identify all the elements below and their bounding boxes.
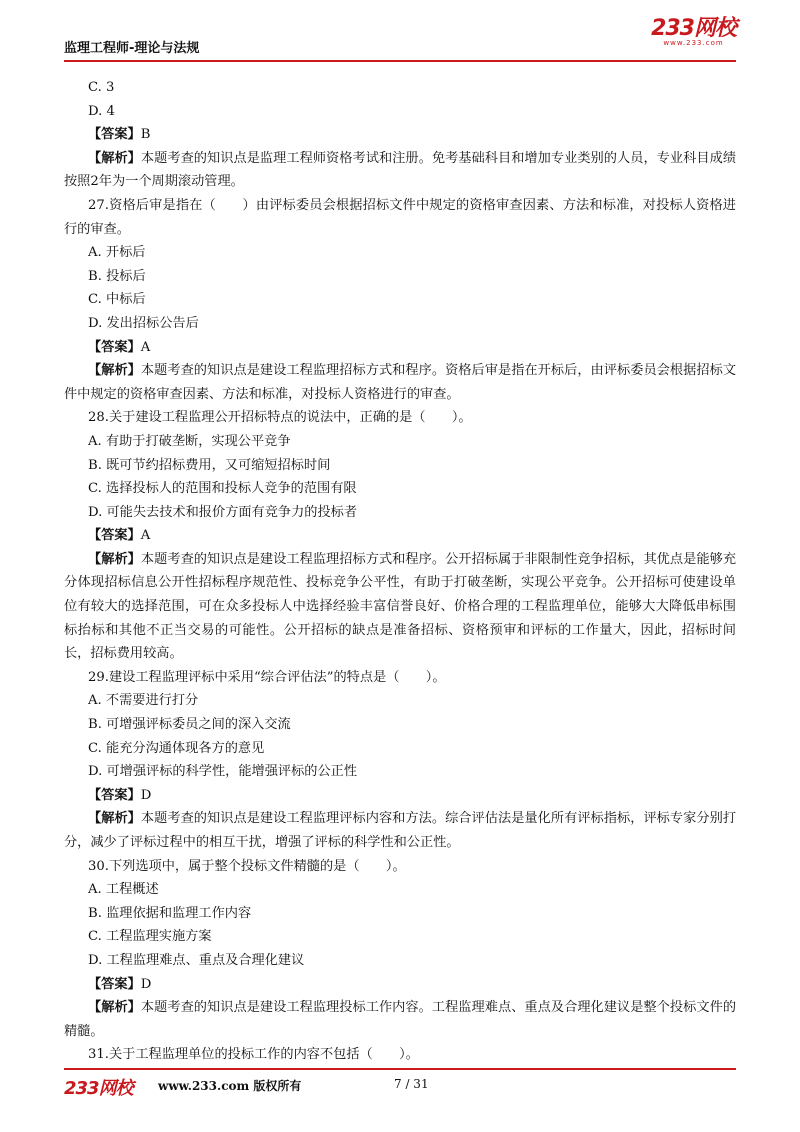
- logo-url: www.233.com: [663, 39, 724, 47]
- option-text: B. 可增强评标委员之间的深入交流: [88, 717, 291, 733]
- option-text: C. 能充分沟通体现各方的意见: [88, 740, 265, 756]
- option-text: B. 投标后: [88, 268, 146, 284]
- page-number: 7 / 31: [394, 1077, 429, 1091]
- option-line: [88, 501, 736, 525]
- question-text: 31.关于工程监理单位的投标工作的内容不包括（ ）。: [88, 1047, 419, 1063]
- option-text: C. 选择投标人的范围和投标人竞争的范围有限: [88, 481, 357, 497]
- answer-tag: 【答案】: [88, 528, 141, 544]
- option-text: A. 开标后: [88, 245, 146, 261]
- analysis-tag: 【解析】: [88, 363, 141, 379]
- document-body: [64, 76, 737, 1067]
- option-line: [88, 713, 736, 737]
- option-text: C. 工程监理实施方案: [88, 929, 212, 945]
- analysis-tag: 【解析】: [88, 551, 141, 567]
- option-line: [88, 241, 736, 265]
- option-text: D. 可增强评标的科学性，能增强评标的公正性: [88, 764, 358, 780]
- option-line: [88, 689, 736, 713]
- answer-tag: 【答案】: [88, 127, 141, 143]
- analysis-line: [64, 359, 736, 406]
- option-line: [88, 878, 736, 902]
- analysis-tag: 【解析】: [88, 1000, 141, 1016]
- option-line: [88, 288, 736, 312]
- option-text: D. 4: [88, 103, 115, 119]
- option-text: A. 有助于打破垄断，实现公平竞争: [88, 433, 291, 449]
- option-line: [88, 312, 736, 336]
- answer-line: [88, 123, 736, 147]
- question-text: 27.资格后审是指在（ ）由评标委员会根据招标文件中规定的资格审查因素、方法和标准，对投标人资格进行的审查。: [64, 197, 736, 237]
- question-text: 29.建设工程监理评标中采用“综合评估法”的特点是（ ）。: [88, 669, 446, 685]
- question-text: 28.关于建设工程监理公开招标特点的说法中，正确的是（ ）。: [88, 410, 472, 426]
- question-line: [64, 194, 736, 241]
- footer-copyright: www.233.com 版权所有: [158, 1079, 302, 1093]
- answer-text: B: [140, 127, 151, 143]
- footer-divider: [64, 1068, 736, 1070]
- answer-tag: 【答案】: [88, 976, 141, 992]
- option-text: D. 工程监理难点、重点及合理化建议: [88, 952, 305, 968]
- page-footer: [64, 1068, 736, 1098]
- answer-tag: 【答案】: [88, 787, 141, 803]
- option-text: C. 3: [88, 80, 115, 95]
- option-line: [88, 949, 736, 973]
- option-text: B. 监理依据和监理工作内容: [88, 905, 252, 921]
- option-text: A. 工程概述: [88, 882, 159, 898]
- analysis-tag: 【解析】: [88, 811, 141, 827]
- analysis-line: [64, 548, 736, 666]
- option-text: D. 可能失去技术和报价方面有竞争力的投标者: [88, 504, 358, 520]
- footer-logo[interactable]: 233网校: [64, 1078, 133, 1099]
- analysis-line: [64, 807, 736, 854]
- answer-text: D: [140, 787, 152, 803]
- answer-line: [88, 524, 736, 548]
- option-line: [88, 76, 736, 100]
- logo-text: 233网校: [651, 16, 736, 41]
- question-line: [64, 855, 736, 879]
- answer-text: A: [140, 528, 151, 544]
- option-line: [88, 737, 736, 761]
- document-title: 监理工程师-理论与法规: [64, 41, 200, 56]
- option-line: [88, 925, 736, 949]
- answer-line: [88, 973, 736, 997]
- site-logo[interactable]: [651, 18, 736, 47]
- option-line: [88, 760, 736, 784]
- option-line: [88, 100, 736, 124]
- answer-text: A: [140, 339, 151, 355]
- header-divider: [64, 60, 736, 62]
- answer-tag: 【答案】: [88, 339, 141, 355]
- analysis-line: [64, 147, 736, 194]
- question-line: [64, 1043, 736, 1067]
- analysis-tag: 【解析】: [88, 150, 141, 166]
- option-line: [88, 477, 736, 501]
- option-text: A. 不需要进行打分: [88, 693, 199, 709]
- page-header: [64, 18, 736, 62]
- analysis-text: 本题考查的知识点是监理工程师资格考试和注册。免考基础科目和增加专业类别的人员，专业科目成绩按照2年为一个周期滚动管理。: [64, 150, 737, 190]
- question-line: [64, 406, 736, 430]
- analysis-text: 本题考查的知识点是建设工程监理招标方式和程序。公开招标属于非限制性竞争招标，其优点是能够充分体现招标信息公开性招标程序规范性、投标竞争公平性，有助于打破垄断，实现公平竞争。公开招标可使建设单位有较大的选择范围，可在众多投标人中选择经验丰富信誉良好、价格合理的工程监理单位，能够大大降低串标围标抬标和其他不正当交易的可能性。公开招标的缺点是准备招标、资格预审和评标的工作量大，因此，招标时间长，招标费用较高。: [64, 551, 737, 662]
- answer-line: [88, 336, 736, 360]
- analysis-text: 本题考查的知识点是建设工程监理投标工作内容。工程监理难点、重点及合理化建议是整个投标文件的精髓。: [64, 1000, 737, 1039]
- option-line: [88, 454, 736, 478]
- analysis-text: 本题考查的知识点是建设工程监理评标内容和方法。综合评估法是量化所有评标指标，评标专家分别打分，减少了评标过程中的相互干扰，增强了评标的科学性和公正性。: [64, 811, 737, 850]
- option-text: C. 中标后: [88, 292, 146, 308]
- analysis-text: 本题考查的知识点是建设工程监理招标方式和程序。资格后审是指在开标后，由评标委员会根据招标文件中规定的资格审查因素、方法和标准，对投标人资格进行的审查。: [64, 363, 737, 402]
- answer-line: [88, 784, 736, 808]
- option-text: B. 既可节约招标费用，又可缩短招标时间: [88, 457, 331, 473]
- option-text: D. 发出招标公告后: [88, 315, 199, 331]
- question-line: [64, 666, 736, 690]
- question-text: 30.下列选项中，属于整个投标文件精髓的是（ ）。: [88, 858, 406, 874]
- option-line: [88, 430, 736, 454]
- option-line: [88, 265, 736, 289]
- analysis-line: [64, 996, 736, 1043]
- option-line: [88, 902, 736, 926]
- answer-text: D: [140, 976, 152, 992]
